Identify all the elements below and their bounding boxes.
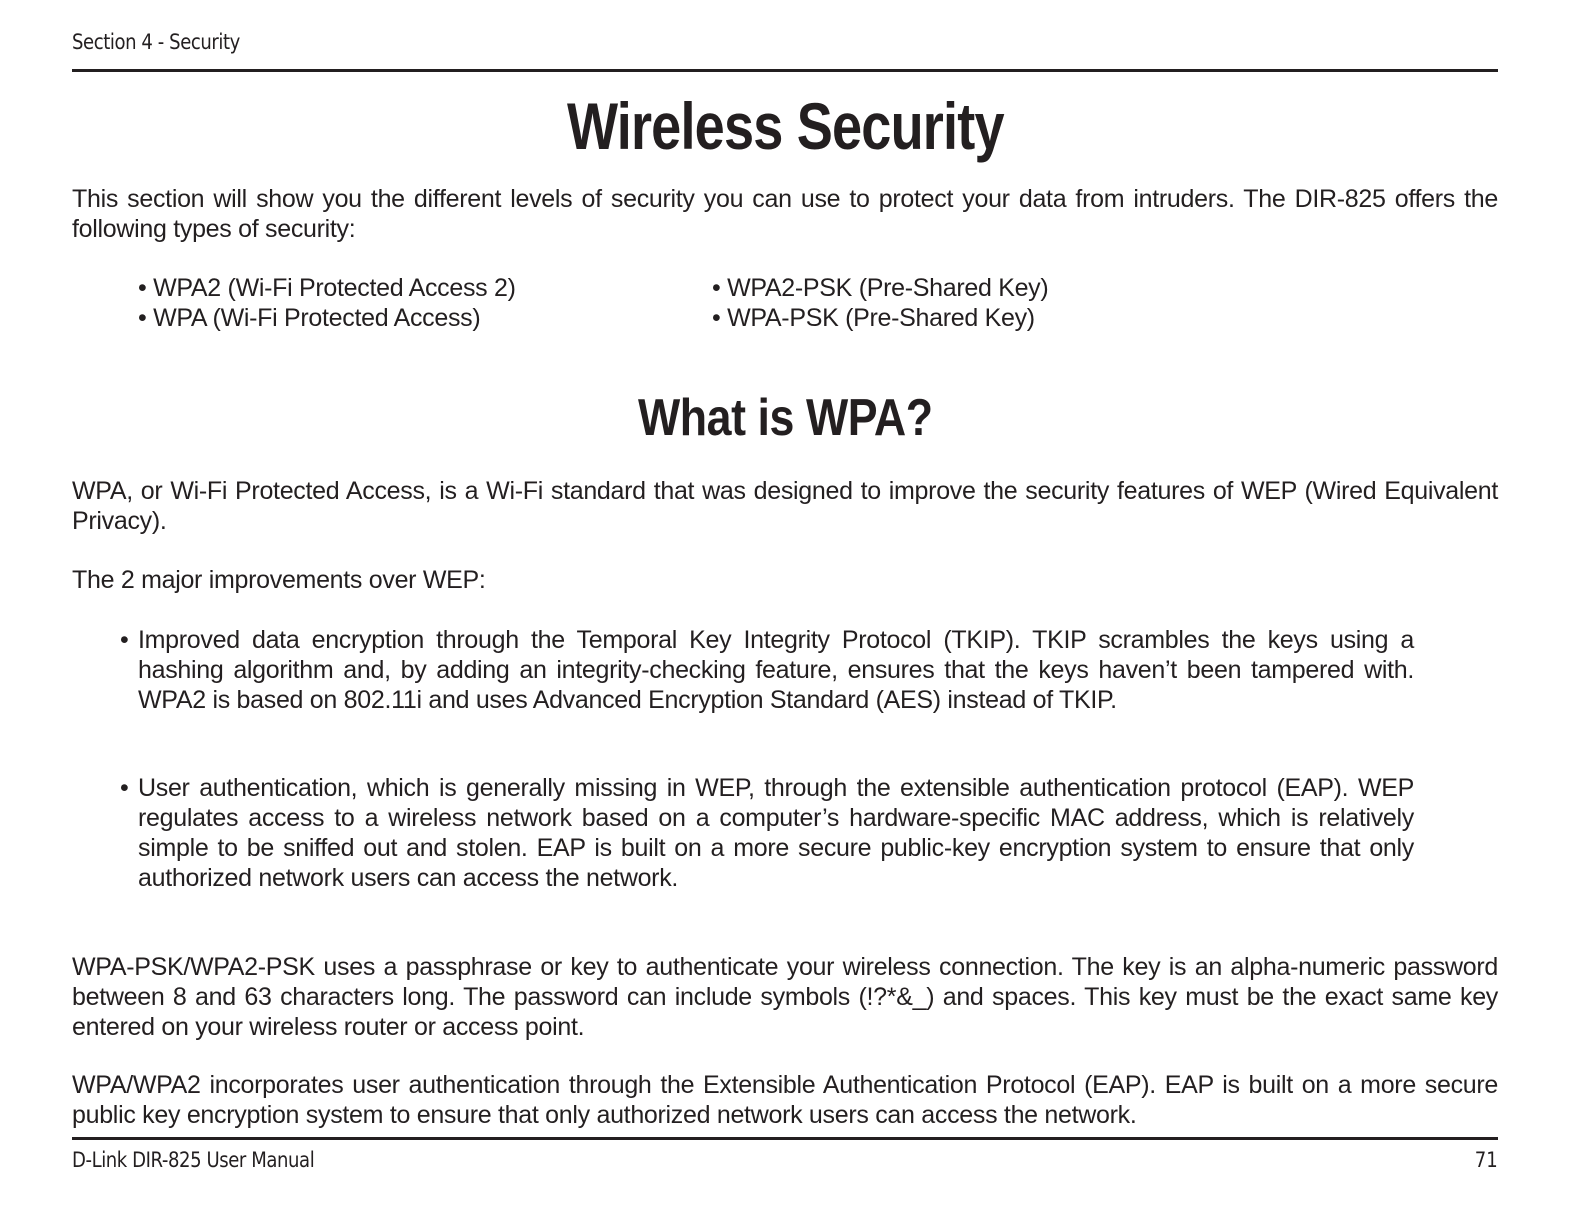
list-item: • WPA2-PSK (Pre-Shared Key) — [712, 274, 1049, 302]
bullet-glyph: • — [120, 626, 129, 654]
improvement-text: User authentication, which is generally missing in WEP, through the extensible authentication protocol (EAP). WEP regulates access to a wireless network based on a computer’s hardware-specific MAC address, which is relatively simple to be sniffed out and stolen. EAP is built on a more secure public-key encryption system to ensure that only authorized network users can access the network. — [138, 774, 1414, 892]
running-header: Section 4 - Security — [72, 30, 240, 54]
list-item: • WPA2 (Wi-Fi Protected Access 2) — [138, 274, 516, 302]
improvements-lead: The 2 major improvements over WEP: — [72, 566, 486, 594]
footer-manual-title: D-Link DIR-825 User Manual — [72, 1148, 315, 1172]
bullet-glyph: • — [120, 774, 129, 802]
list-item: • WPA (Wi-Fi Protected Access) — [138, 304, 481, 332]
improvement-item — [120, 625, 1414, 715]
improvement-item — [120, 773, 1414, 893]
improvement-text: Improved data encryption through the Temporal Key Integrity Protocol (TKIP). TKIP scrambles the keys using a hashing algorithm and, by adding an integrity-checking feature, ensures that the keys haven’t been tampered with. WPA2 is based on 802.11i and uses Advanced Encryption Standard (AES) instead of TKIP. — [138, 626, 1414, 714]
security-types-left — [138, 273, 516, 333]
wpa-intro-paragraph: WPA, or Wi-Fi Protected Access, is a Wi-Fi standard that was designed to improve the security features of WEP (Wired Equivalent Privacy). — [72, 477, 1498, 535]
security-types-right — [712, 273, 1048, 333]
intro-paragraph: This section will show you the different levels of security you can use to protect your data from intruders. The DIR-825 offers the following types of security: — [72, 185, 1498, 243]
page-number: 71 — [1475, 1148, 1498, 1172]
psk-paragraph: WPA-PSK/WPA2-PSK uses a passphrase or key to authenticate your wireless connection. The key is an alpha-numeric password between 8 and 63 characters long. The password can include symbols (!?*&_) and spaces. This key must be the exact same key entered on your wireless router or access point. — [72, 953, 1498, 1041]
page-title-text: Wireless Security — [566, 89, 1004, 163]
section-heading-wpa — [72, 388, 1498, 448]
list-item: • WPA-PSK (Pre-Shared Key) — [712, 304, 1035, 332]
header-rule — [72, 69, 1498, 72]
eap-paragraph: WPA/WPA2 incorporates user authentication through the Extensible Authentication Protocol (EAP). EAP is built on a more secure public key encryption system to ensure that only authorized network users can access the network. — [72, 1071, 1498, 1129]
footer-rule — [72, 1137, 1498, 1140]
section-heading-text: What is WPA? — [637, 389, 933, 447]
page-title — [72, 88, 1498, 164]
manual-page — [72, 0, 1498, 1224]
